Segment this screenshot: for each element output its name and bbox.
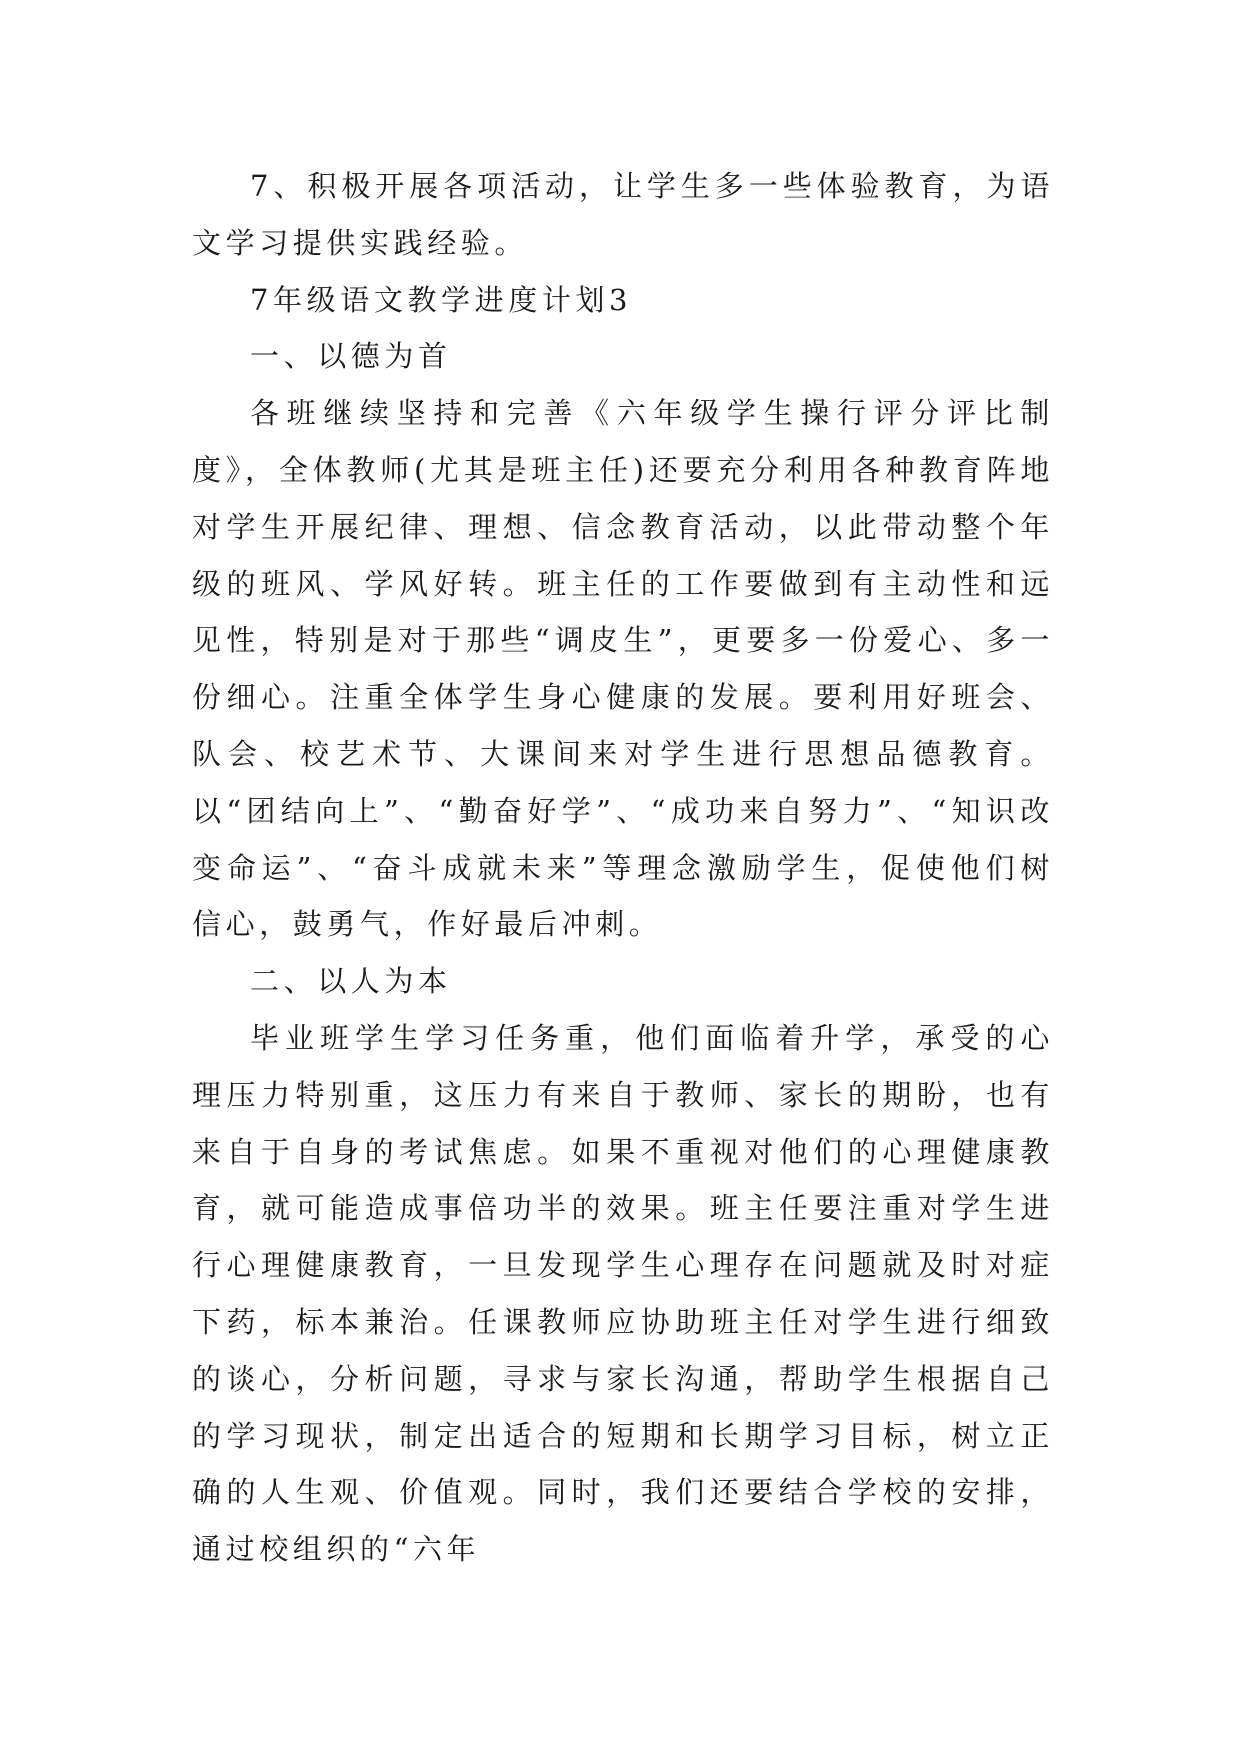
paragraph-people-oriented: 毕业班学生学习任务重，他们面临着升学，承受的心理压力特别重，这压力有来自于教师、家长的期盼，也有来自于自身的考试焦虑。如果不重视对他们的心理健康教育，就可能造成事倍功半的效果。班主任要注重对学生进行心理健康教育，一旦发现学生心理存在问题就及时对症下药，标本兼治。任课教师应协助班主任对学生进行细致的谈心，分析问题，寻求与家长沟通，帮助学生根据自己的学习现状，制定出适合的短期和长期学习目标，树立正确的人生观、价值观。同时，我们还要结合学校的安排，通过校组织的“六年 — [192, 1020, 1054, 1567]
document-body — [192, 158, 1054, 1578]
heading-morality-first: 一、以德为首 — [250, 339, 452, 374]
paragraph-morality: 各班继续坚持和完善《六年级学生操行评分评比制度》，全体教师(尤其是班主任)还要充分利用各种教育阵地对学生开展纪律、理想、信念教育活动，以此带动整个年级的班风、学风好转。班主任的工作要做到有主动性和远见性，特别是对于那些“调皮生”，更要多一份爱心、多一份细心。注重全体学生身心健康的发展。要利用好班会、队会、校艺术节、大课间来对学生进行思想品德教育。以“团结向上”、“勤奋好学”、“成功来自努力”、“知识改变命运”、“奋斗成就未来”等理念激励学生，促使他们树信心，鼓勇气，作好最后冲刺。 — [192, 396, 1054, 942]
section-title-plan-3: 7年级语文教学进度计划3 — [250, 282, 633, 317]
paragraph-activities-item: 7、积极开展各项活动，让学生多一些体验教育，为语文学习提供实践经验。 — [192, 169, 1054, 260]
heading-people-oriented: 二、以人为本 — [250, 964, 452, 999]
